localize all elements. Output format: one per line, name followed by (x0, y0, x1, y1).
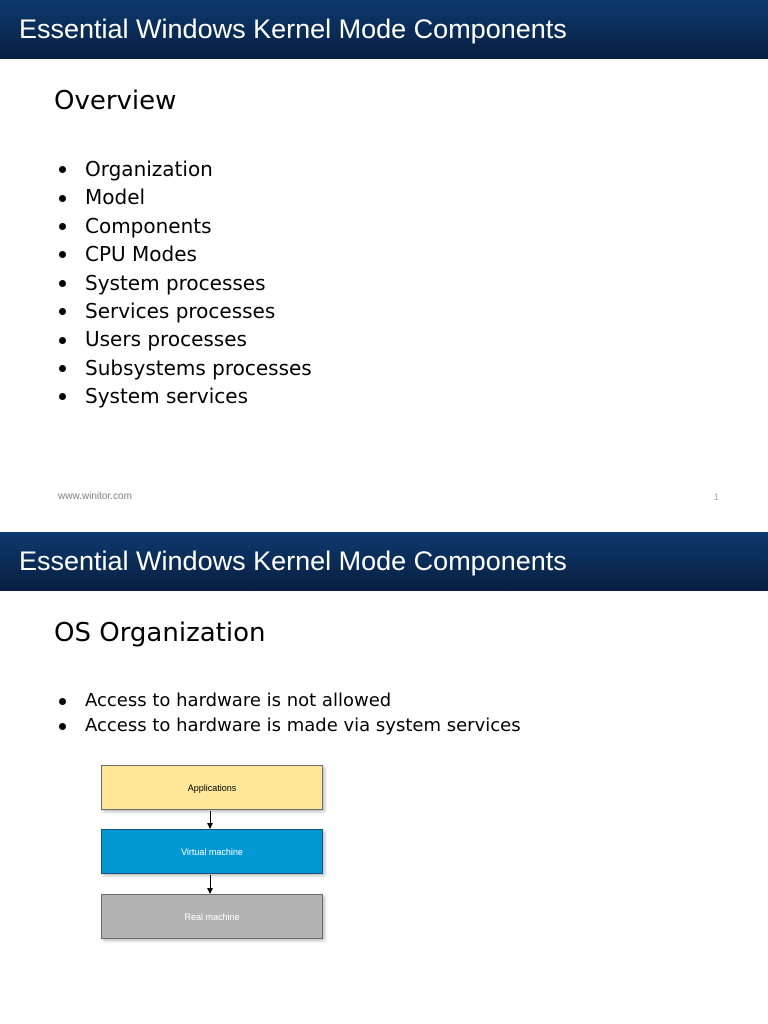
bullet-dot-icon (59, 308, 66, 315)
bullet-dot-icon (59, 280, 66, 287)
footer-url: www.winitor.com (58, 491, 132, 502)
bullet-dot-icon (59, 337, 66, 344)
slide-2 (0, 532, 768, 1024)
slide-heading: Overview (54, 86, 177, 116)
arrow-connector (210, 875, 211, 893)
bullet-dot-icon (59, 251, 66, 258)
bullet-item: Components (54, 212, 312, 240)
slide-title-banner (0, 0, 768, 59)
real-machine-box: Real machine (101, 894, 323, 939)
bullet-item: Services processes (54, 297, 312, 325)
bullet-dot-icon (59, 166, 66, 173)
slide-title: Essential Windows Kernel Mode Components (19, 14, 567, 44)
bullet-item: Access to hardware is made via system services (54, 713, 521, 738)
bullet-item: Users processes (54, 325, 312, 353)
bullet-list (54, 688, 521, 738)
bullet-dot-icon (59, 393, 66, 400)
bullet-item: System processes (54, 269, 312, 297)
applications-box: Applications (101, 765, 323, 810)
slide-title: Essential Windows Kernel Mode Components (19, 546, 567, 576)
bullet-list (54, 155, 312, 411)
slide-heading: OS Organization (54, 618, 266, 648)
page-number: 1 (713, 492, 719, 502)
arrow-connector (210, 811, 211, 828)
slide-title-banner (0, 532, 768, 591)
bullet-dot-icon (59, 723, 66, 730)
os-organization-diagram (100, 764, 328, 944)
bullet-dot-icon (59, 698, 66, 705)
bullet-item: Access to hardware is not allowed (54, 688, 521, 713)
bullet-item: System services (54, 382, 312, 410)
bullet-dot-icon (59, 223, 66, 230)
bullet-item: Subsystems processes (54, 354, 312, 382)
virtual-machine-box: Virtual machine (101, 829, 323, 874)
bullet-dot-icon (59, 365, 66, 372)
bullet-item: Model (54, 183, 312, 211)
bullet-item: Organization (54, 155, 312, 183)
bullet-dot-icon (59, 195, 66, 202)
bullet-item: CPU Modes (54, 240, 312, 268)
